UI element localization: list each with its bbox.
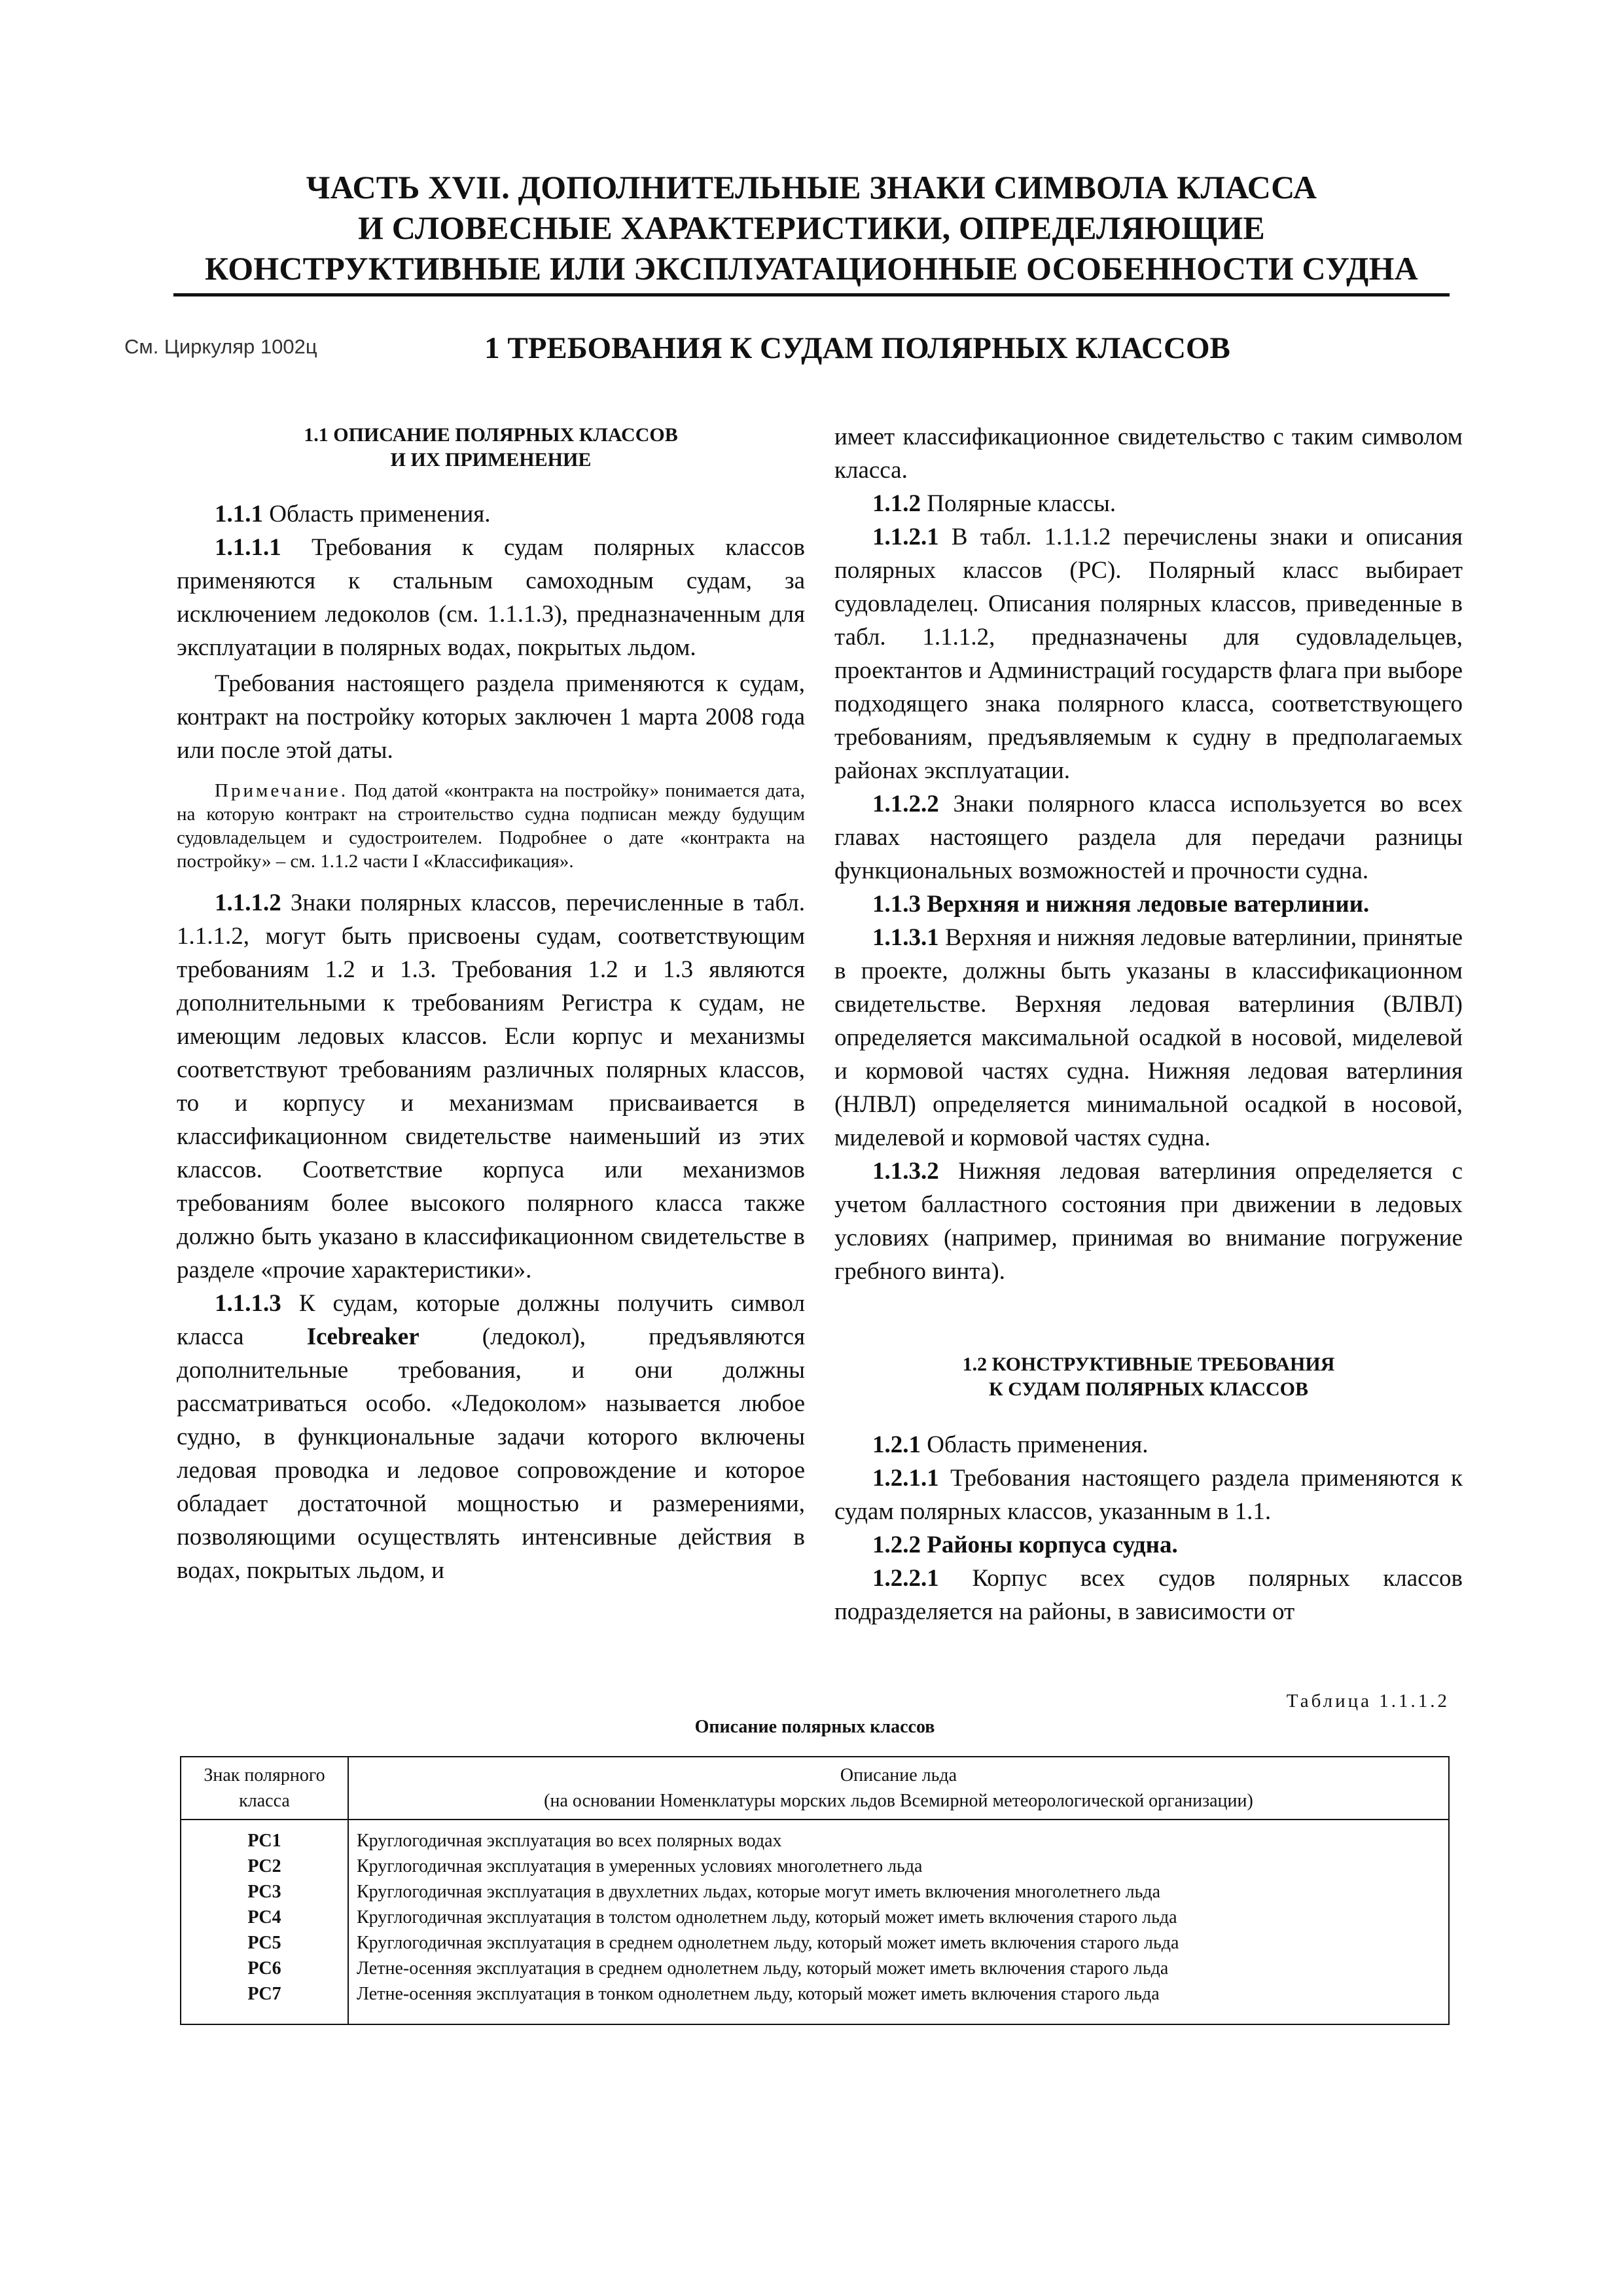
icebreaker-term: Icebreaker — [306, 1323, 419, 1350]
table-row — [181, 1905, 1449, 1930]
clause-text: Требования к судам полярных классов применяются к стальным самоходным судам, за исключением ледоколов (см. 1.1.1.3), предназначенным для эксплуатации в полярных водах, покрытых льдом. — [177, 534, 805, 661]
table-row — [181, 1956, 1449, 1981]
clause-number: 1.2.2.1 — [872, 1565, 939, 1592]
clause-text: В табл. 1.1.1.2 перечислены знаки и описания полярных классов (PC). Полярный класс выбирает судовладелец. Описания полярных классов, приведенные в табл. 1.1.1.2, предназначены для судовладельцев, проектантов и Администраций государств флага при выборе подходящего знака полярного класса, соответствующего требованиям, предъявляемым к судну в предполагаемых районах эксплуатации. — [834, 524, 1463, 784]
clause-text: Нижняя ледовая ватерлиния определяется с учетом балластного состояния при движении в ледовых условиях (например, принимая во внимание погружение гребного винта). — [834, 1158, 1463, 1285]
clause-text: Корпус всех судов полярных классов подразделяется на районы, в зависимости от — [834, 1565, 1463, 1625]
part-title — [131, 167, 1492, 289]
paragraph-1-2-2 — [834, 1528, 1463, 1562]
table-row — [181, 1854, 1449, 1879]
clause-number: 1.1.1.2 — [215, 889, 281, 916]
column-header-ice-description — [348, 1757, 1449, 1820]
table-caption: Таблица 1.1.1.2 — [1286, 1691, 1450, 1712]
clause-number: 1.1.3.2 — [872, 1158, 939, 1185]
clause-text: Область применения. — [921, 1431, 1149, 1458]
part-title-line-3: КОНСТРУКТИВНЫЕ ИЛИ ЭКСПЛУАТАЦИОННЫЕ ОСОБЕННОСТИ СУДНА — [204, 250, 1418, 287]
clause-number: 1.1.1.3 — [215, 1290, 281, 1317]
note-text: Под датой «контракта на постройку» понимается дата, на которую контракт на строительство судна подписан между будущим судовладельцем и судостроителем. Подробнее о дате «контракта на постройку» – см. 1.1.2 части I «Классификация». — [177, 780, 805, 872]
clause-number: 1.2.1 — [872, 1431, 921, 1458]
clause-number: 1.1.2 — [872, 490, 921, 517]
clause-number: 1.2.2 — [872, 1532, 921, 1558]
description-cell: Круглогодичная эксплуатация в двухлетних льдах, которые могут иметь включения многолетнего льда — [348, 1879, 1449, 1905]
heading-line: 1.1 ОПИСАНИЕ ПОЛЯРНЫХ КЛАССОВ — [304, 424, 678, 446]
clause-text: Знаки полярного класса используется во всех главах настоящего раздела для передачи разницы функциональных возможностей и прочности судна. — [834, 791, 1463, 884]
paragraph-1-1-1-1 — [177, 531, 805, 664]
header-line: (на основании Номенклатуры морских льдов Всемирной метеорологической организации) — [544, 1791, 1253, 1811]
clause-text: Верхняя и нижняя ледовые ватерлинии. — [921, 891, 1370, 918]
class-code-cell: PC7 — [181, 1981, 348, 2024]
paragraph-1-1-3-1 — [834, 921, 1463, 1155]
heading-line: 1.2 КОНСТРУКТИВНЫЕ ТРЕБОВАНИЯ — [962, 1354, 1335, 1375]
part-title-line-1: ЧАСТЬ XVII. ДОПОЛНИТЕЛЬНЫЕ ЗНАКИ СИМВОЛА КЛАССА — [306, 169, 1317, 206]
description-cell: Круглогодичная эксплуатация в умеренных условиях многолетнего льда — [348, 1854, 1449, 1879]
paragraph-1-1-2 — [834, 487, 1463, 520]
class-code-cell: PC1 — [181, 1820, 348, 1854]
column-header-class-code — [181, 1757, 348, 1820]
paragraph-1-1-1-2 — [177, 886, 805, 1287]
class-code-cell: PC4 — [181, 1905, 348, 1930]
part-title-line-2: И СЛОВЕСНЫЕ ХАРАКТЕРИСТИКИ, ОПРЕДЕЛЯЮЩИЕ — [358, 209, 1265, 246]
header-line: Знак полярного — [204, 1765, 325, 1785]
paragraph-1-1-1 — [177, 497, 805, 531]
description-cell: Летне-осенняя эксплуатация в тонком однолетнем льду, который может иметь включения старого льда — [348, 1981, 1449, 2024]
table-row — [181, 1981, 1449, 2024]
polar-classes-table — [180, 1756, 1450, 2025]
clause-text: Требования настоящего раздела применяются к судам полярных классов, указанным в 1.1. — [834, 1465, 1463, 1525]
paragraph-1-1-3 — [834, 888, 1463, 921]
paragraph-contract-date: Требования настоящего раздела применяются к судам, контракт на постройку которых заключен 1 марта 2008 года или после этой даты. — [177, 670, 805, 764]
paragraph-1-1-2-2 — [834, 787, 1463, 888]
clause-number: 1.2.1.1 — [872, 1465, 939, 1492]
clause-text: Область применения. — [263, 501, 491, 528]
description-cell: Круглогодичная эксплуатация в среднем однолетнем льду, который может иметь включения старого льда — [348, 1930, 1449, 1956]
circular-reference-note: См. Циркуляр 1002ц — [124, 335, 317, 358]
table-row — [181, 1820, 1449, 1854]
clause-text: Знаки полярных классов, перечисленные в табл. 1.1.1.2, могут быть присвоены судам, соответствующим требованиям 1.2 и 1.3. Требования 1.2 и 1.3 являются дополнительными к требованиям Регистра к судам, не имеющим ледовых классов. Если корпус и механизмы соответствуют требованиям различных полярных классов, то и корпусу и механизмам присваивается в классификационном свидетельстве наименьший из этих классов. Соответствие корпуса или механизмов требованиям более высокого полярного класса также должно быть указано в классификационном свидетельстве в разделе «прочие характеристики». — [177, 889, 805, 1283]
note — [177, 779, 805, 873]
header-line: Описание льда — [840, 1765, 957, 1785]
note-label: Примечание. — [215, 780, 349, 801]
section-title: 1 ТРЕБОВАНИЯ К СУДАМ ПОЛЯРНЫХ КЛАССОВ — [484, 331, 1230, 365]
paragraph-1-1-1-3 — [177, 1287, 805, 1587]
clause-number: 1.1.2.2 — [872, 791, 939, 817]
paragraph-1-2-1 — [834, 1428, 1463, 1462]
table-row — [181, 1879, 1449, 1905]
paragraph-1-1-3-2 — [834, 1155, 1463, 1288]
clause-number: 1.1.1 — [215, 501, 263, 528]
clause-text: (ледокол), предъявляются дополнительные требования, и они должны рассматриваться особо. «Ледоколом» называется любое судно, в функциональные задачи которого включены ледовая проводка и ледовое сопровождение и которое обладает достаточной мощностью и размерениями, позволяющими осуществлять интенсивные действия в водах, покрытых льдом, и — [177, 1323, 805, 1584]
title-divider — [173, 293, 1450, 296]
clause-number: 1.1.3 — [872, 891, 921, 918]
subsection-heading-1-1 — [177, 423, 805, 473]
class-code-cell: PC2 — [181, 1854, 348, 1879]
clause-number: 1.1.3.1 — [872, 924, 939, 951]
paragraph-1-2-2-1 — [834, 1562, 1463, 1628]
header-line: класса — [239, 1791, 290, 1811]
table-row — [181, 1930, 1449, 1956]
class-code-cell: PC6 — [181, 1956, 348, 1981]
table-name: Описание полярных классов — [694, 1717, 935, 1737]
class-code-cell: PC5 — [181, 1930, 348, 1956]
paragraph-1-1-2-1 — [834, 520, 1463, 787]
clause-text: Верхняя и нижняя ледовые ватерлинии, принятые в проекте, должны быть указаны в классификационном свидетельстве. Верхняя ледовая ватерлиния (ВЛВЛ) определяется максимальной осадкой в носовой, миделевой и кормовой частях судна. Нижняя ледовая ватерлиния (НЛВЛ) определяется минимальной осадкой в носовой, миделевой и кормовой частях судна. — [834, 924, 1463, 1151]
description-cell: Круглогодичная эксплуатация в толстом однолетнем льду, который может иметь включения старого льда — [348, 1905, 1449, 1930]
class-code-cell: PC3 — [181, 1879, 348, 1905]
paragraph-continuation: имеет классификационное свидетельство с таким символом класса. — [834, 423, 1463, 484]
clause-number: 1.1.2.1 — [872, 524, 939, 550]
description-cell: Летне-осенняя эксплуатация в среднем однолетнем льду, который может иметь включения старого льда — [348, 1956, 1449, 1981]
clause-text: К судам, которые должны получить символ класса — [177, 1290, 805, 1350]
clause-text: Районы корпуса судна. — [921, 1532, 1178, 1558]
table-header-row — [181, 1757, 1449, 1820]
heading-line: К СУДАМ ПОЛЯРНЫХ КЛАССОВ — [988, 1378, 1309, 1400]
paragraph-1-2-1-1 — [834, 1462, 1463, 1528]
right-column — [834, 420, 1463, 1628]
left-column — [177, 423, 805, 1587]
subsection-heading-1-2 — [834, 1352, 1463, 1402]
clause-text: Полярные классы. — [921, 490, 1116, 517]
heading-line: И ИХ ПРИМЕНЕНИЕ — [390, 449, 592, 471]
clause-number: 1.1.1.1 — [215, 534, 281, 561]
description-cell: Круглогодичная эксплуатация во всех полярных водах — [348, 1820, 1449, 1854]
